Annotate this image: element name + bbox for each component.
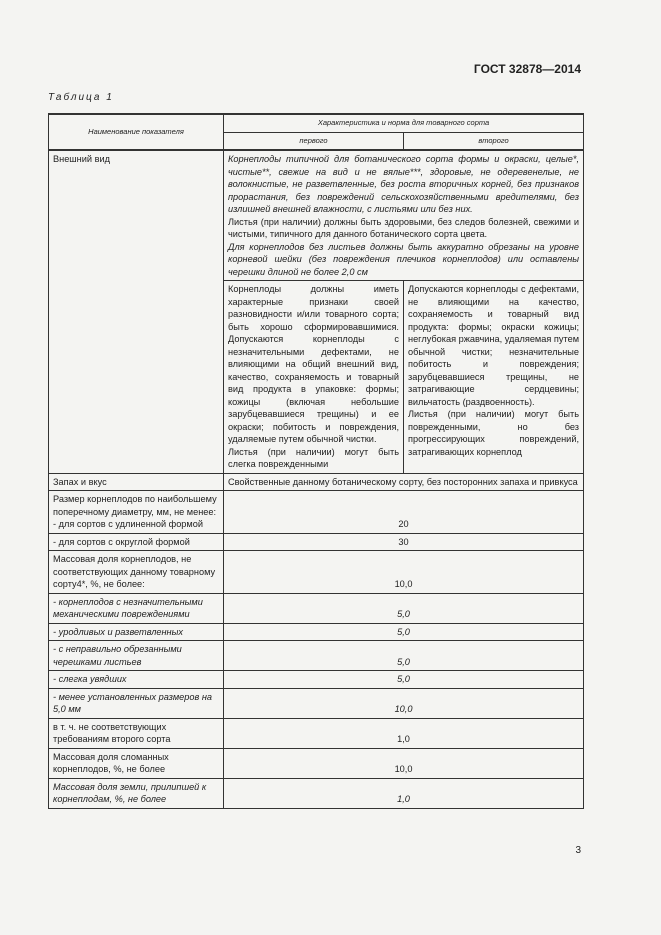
table-row (49, 491, 584, 534)
row-value: 5,0 (224, 623, 584, 641)
appearance-common-text-3: Для корнеплодов без листьев должны быть аккуратно обрезаны на уровне корневой шейки (без повреждения плечиков корнеплодов) или оставлены черешки длиной не более 2,0 см (228, 241, 580, 277)
appearance-first-text-2: Листья (при наличии) могут быть слегка поврежденными (228, 446, 399, 469)
table-row (49, 641, 584, 671)
row-label: Массовая доля земли, прилипшей к корнеплодам, %, не более (49, 778, 224, 808)
table-row (49, 748, 584, 778)
table-row (49, 623, 584, 641)
row-value: 1,0 (224, 718, 584, 748)
standard-number: ГОСТ 32878—2014 (473, 62, 581, 76)
column-header-second: второго (404, 132, 584, 150)
row-value: 10,0 (224, 688, 584, 718)
appearance-common (224, 150, 584, 281)
row-value: 10,0 (224, 551, 584, 594)
table-row (49, 593, 584, 623)
row-label: Массовая доля корнеплодов, не соответствующих данному товарному сорту4*, %, не более: (49, 551, 224, 594)
table-row (49, 718, 584, 748)
row-value: 10,0 (224, 748, 584, 778)
table-row (49, 551, 584, 594)
row-label: в т. ч. не соответствующих требованиям второго сорта (49, 718, 224, 748)
row-label: Размер корнеплодов по наибольшему поперечному диаметру, мм, не менее: - для сортов с удлиненной формой (49, 491, 224, 534)
row-label: - менее установленных размеров на 5,0 мм (49, 688, 224, 718)
row-label: Массовая доля сломанных корнеплодов, %, не более (49, 748, 224, 778)
table-row (49, 671, 584, 689)
appearance-first-text-1: Корнеплоды должны иметь характерные признаки своей разновидности и/или товарного сорта; быть хорошо сформировавшимися. Допускаются корнеплоды с незначительными дефектами, не влияющими на общий внешний вид, качество, сохраняемость и товарный вид продукта в упаковке: формы; кожицы (включая небольшие зарубцевавшиеся трещины) и ее окраски; побитость и повреждения, удаляемые путем обычной чистки. (228, 284, 399, 444)
appearance-second-text-2: Листья (при наличии) могут быть поврежденными, но без прогрессирующих повреждений, затрагивающих корнеплод (408, 409, 580, 457)
row-label: - с неправильно обрезанными черешками листьев (49, 641, 224, 671)
table-row (49, 688, 584, 718)
appearance-second-text-1: Допускаются корнеплоды с дефектами, не влияющими на качество, сохраняемость и товарный вид продукта: формы; окраски кожицы; неглубокая ржавчина, удаляемая путем обычной чистки; незначительные побитость и повреждения; зарубцевавшиеся трещины, не затрагивающие сердцевины; вильчатость (раздвоенность). (408, 284, 580, 407)
row-value: 5,0 (224, 593, 584, 623)
smell-value: Свойственные данному ботаническому сорту, без посторонних запаха и привкуса (224, 473, 584, 491)
appearance-label: Внешний вид (49, 150, 224, 473)
smell-label: Запах и вкус (49, 473, 224, 491)
appearance-common-text-1: Корнеплоды типичной для ботанического сорта формы и окраски, целые*, чистые**, свежие на вид и не вялые***, здоровые, не одеревенелые, не волокнистые, не разветвленные, без роста вторичных корней, без признаков прорастания, без повреждений сельскохозяйственными вредителями, без излишней внешней влажности, с листьями или без них. (228, 154, 580, 214)
column-header-first: первого (224, 132, 404, 150)
row-value: 20 (224, 491, 584, 534)
row-value: 1,0 (224, 778, 584, 808)
column-header-name: Наименование показателя (49, 114, 224, 150)
row-label: - для сортов с округлой формой (49, 533, 224, 551)
table-row (49, 533, 584, 551)
row-label: - корнеплодов с незначительными механическими повреждениями (49, 593, 224, 623)
table-caption: Таблица 1 (48, 92, 114, 103)
requirements-table (48, 113, 584, 809)
row-label: - слегка увядших (49, 671, 224, 689)
page-number: 3 (575, 845, 581, 856)
table-row (49, 778, 584, 808)
row-value: 5,0 (224, 641, 584, 671)
row-value: 5,0 (224, 671, 584, 689)
appearance-second-grade (404, 281, 584, 474)
column-header-group: Характеристика и норма для товарного сорта (224, 114, 584, 132)
appearance-first-grade (224, 281, 404, 474)
appearance-common-text-2: Листья (при наличии) должны быть здоровыми, без следов болезней, свежими и чистыми, типичного для данного ботанического сорта цвета. (228, 216, 580, 239)
row-label: - уродливых и разветвленных (49, 623, 224, 641)
row-value: 30 (224, 533, 584, 551)
